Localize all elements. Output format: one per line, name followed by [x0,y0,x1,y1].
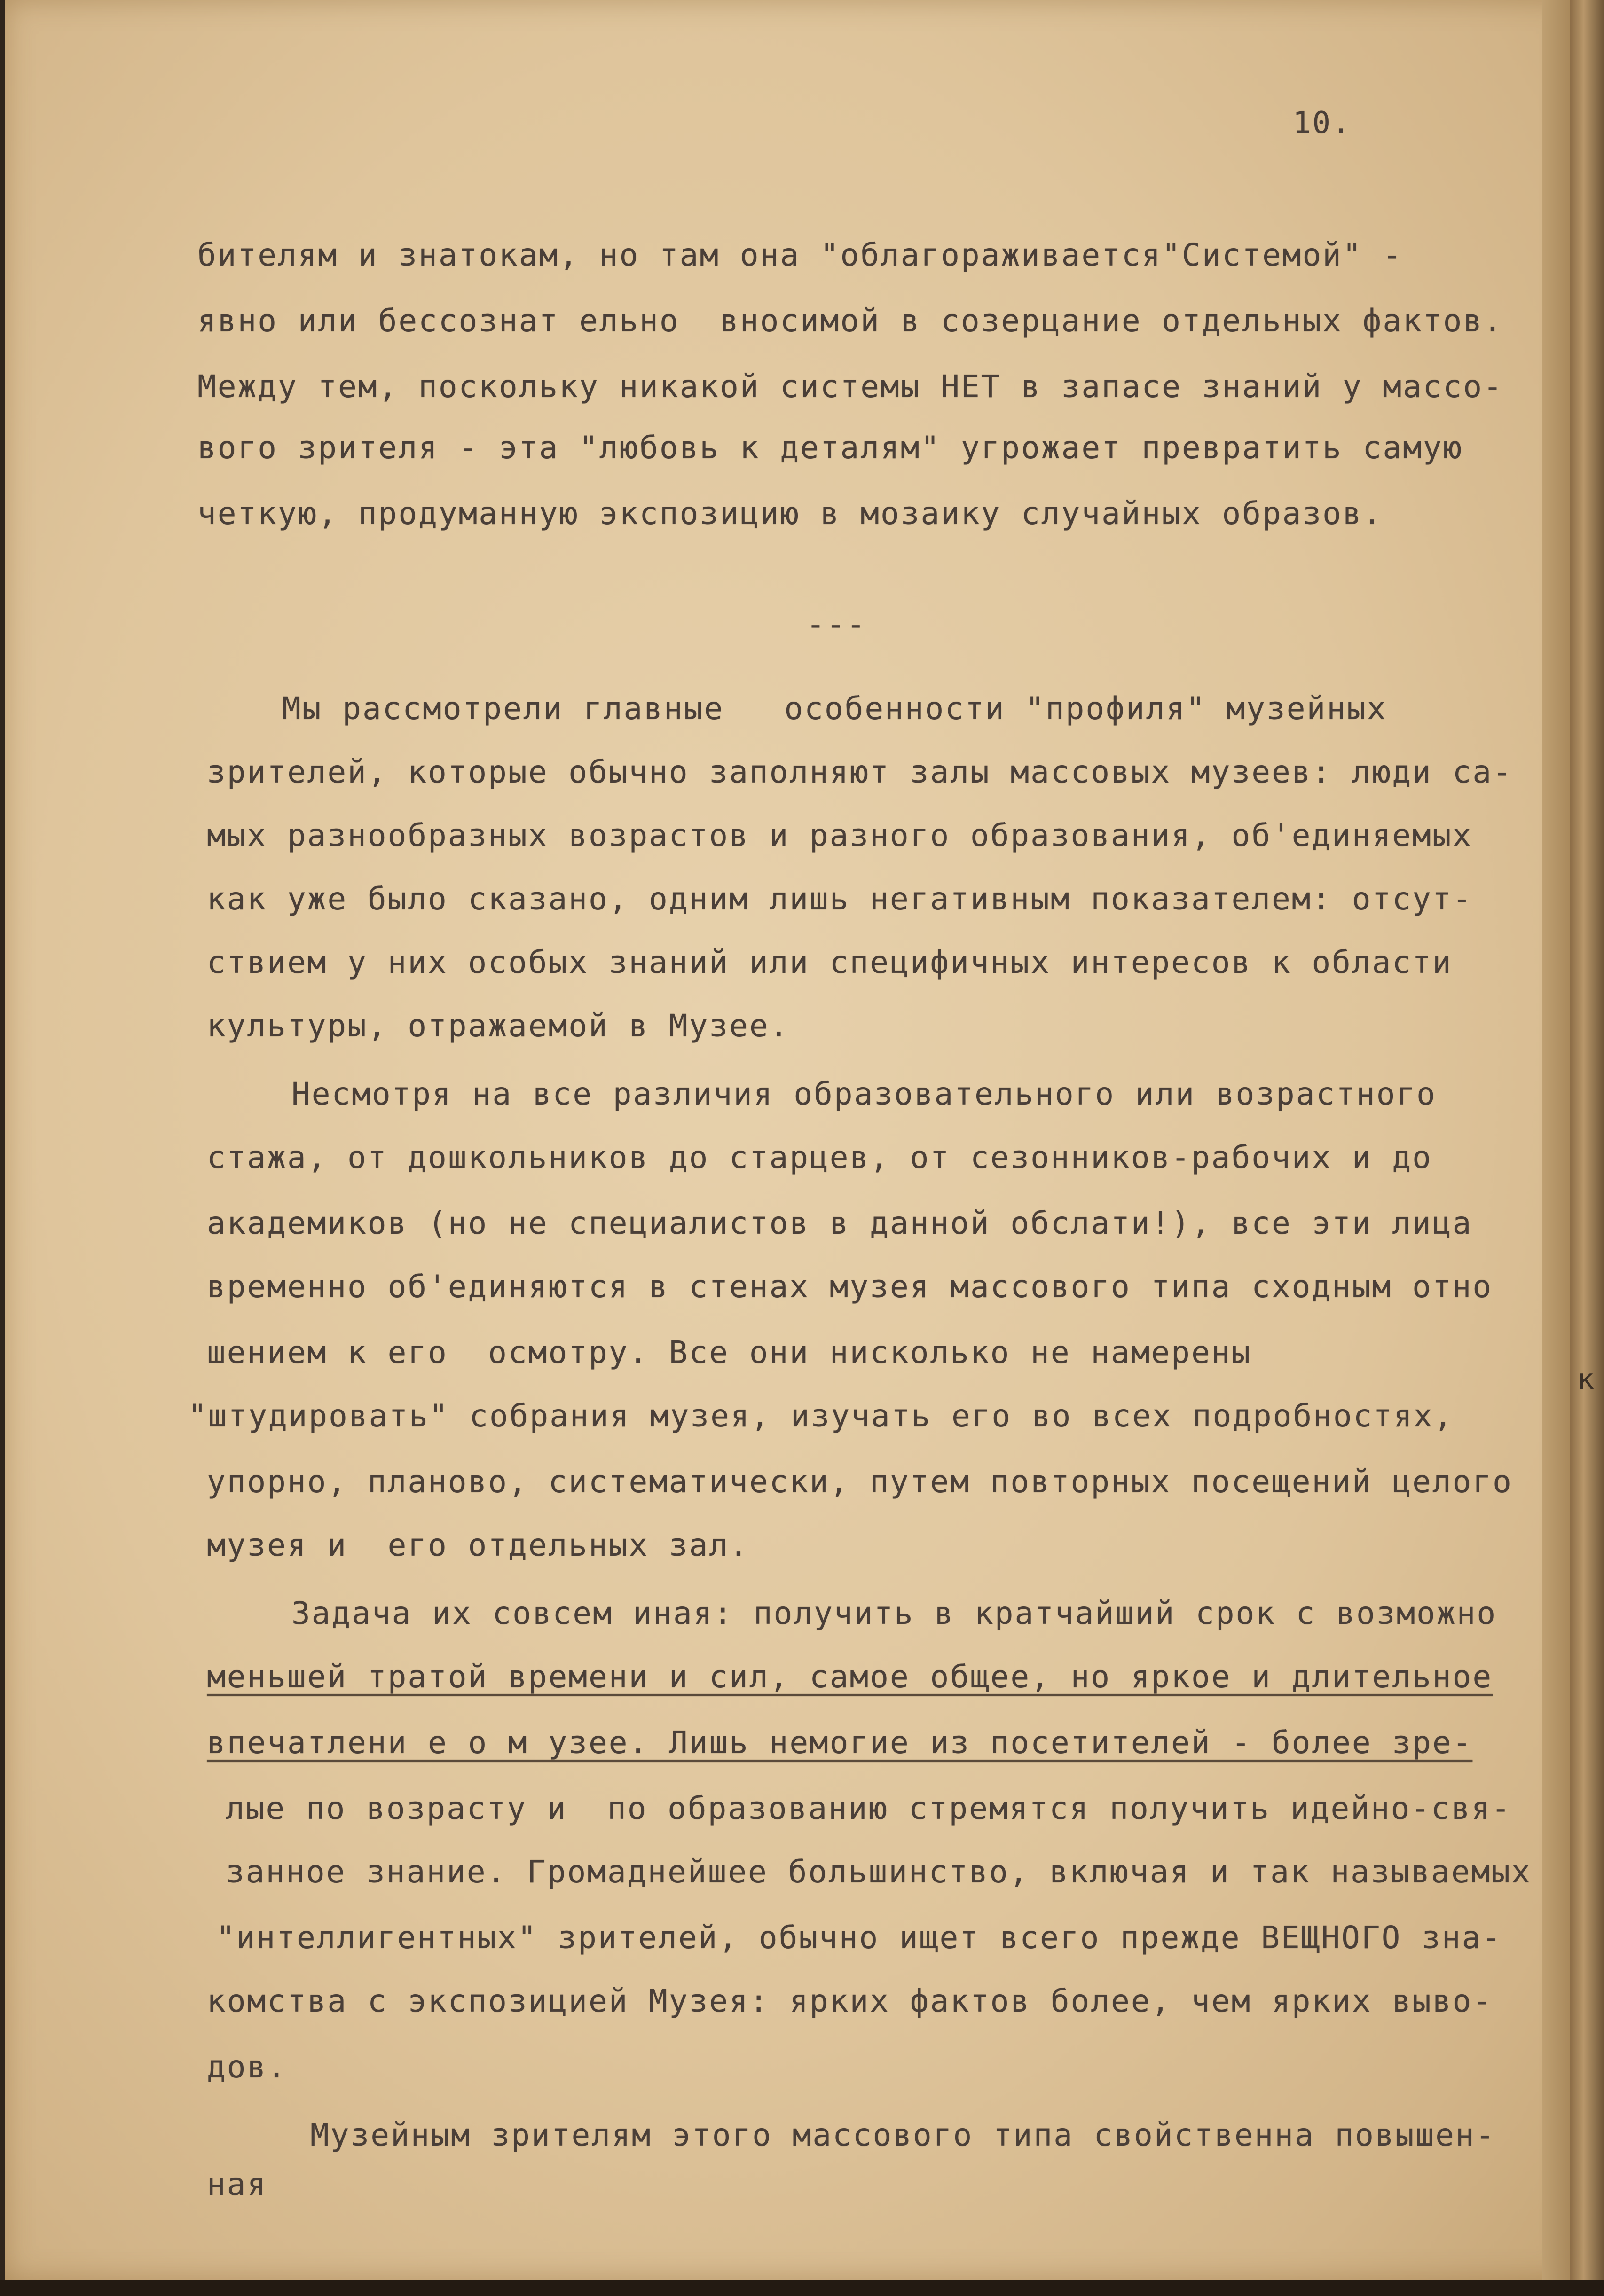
text-line: ная [207,2166,267,2202]
text-line: занное знание. Громаднейшее большинство, включая и так называемых [226,1854,1532,1890]
text-line: явно или бессознат ельно вносимой в созерцание отдельных фактов. [197,303,1503,339]
text-line-underlined: впечатлени е о м узее. Лишь немогие из посетителей - более зре- [207,1724,1473,1761]
section-separator: --- [806,606,867,643]
text-line: четкую, продуманную экспозицию в мозаику случайных образов. [197,495,1383,532]
text-line: лые по возрасту и по образованию стремятся получить идейно-свя- [226,1790,1512,1826]
scan-border [0,2280,1604,2296]
text-line: упорно, планово, систематически, путем повторных посещений целого [207,1464,1513,1500]
text-line: как уже было сказано, одним лишь негативным показателем: отсут- [207,881,1473,917]
text-line: Задача их совсем иная: получить в кратчайший срок с возможно [291,1595,1497,1631]
text-line: мых разнообразных возрастов и разного образования, об'единяемых [207,817,1473,854]
text-line: вого зрителя - эта "любовь к деталям" угрожает превратить самую [197,430,1463,466]
text-line: Несмотря на все различия образовательного или возрастного [291,1076,1437,1112]
text-line: ствием у них особых знаний или специфичных интересов к области [207,944,1453,980]
text-line: шением к его осмотру. Все они нисколько не намерены [207,1334,1252,1371]
text-line: стажа, от дошкольников до старцев, от сезонников-рабочих и до [207,1139,1432,1175]
text-line: академиков (но не специалистов в данной обслати!), все эти лица [207,1205,1473,1241]
text-line: "штудировать" собрания музея, изучать его во всех подробностях, [188,1398,1454,1434]
text-line: комства с экспозицией Музея: ярких фактов более, чем ярких выво- [207,1983,1493,2019]
page-stack-edge [1570,0,1604,2296]
page-number: 10. [1293,106,1352,141]
text-line: временно об'единяются в стенах музея массового типа сходным отно [207,1269,1493,1305]
text-line: Мы рассмотрели главные особенности "профиля" музейных [282,690,1387,727]
paper-edge [1542,0,1570,2280]
text-line: дов. [207,2049,287,2085]
text-line: бителям и знатокам, но там она "облагораживается"Системой" - [197,237,1403,273]
text-line: Музейным зрителям этого массового типа свойственна повышен- [310,2117,1496,2153]
text-line: Между тем, поскольку никакой системы НЕТ в запасе знаний у массо- [197,368,1503,405]
text-line: "интеллигентных" зрителей, обычно ищет всего прежде ВЕЩНОГО зна- [216,1920,1502,1956]
text-line: музея и его отдельных зал. [207,1527,749,1563]
text-line: культуры, отражаемой в Музее. [207,1008,790,1044]
margin-mark: к [1577,1363,1595,1396]
text-line: зрителей, которые обычно заполняют залы массовых музеев: люди са- [207,754,1513,790]
text-line-underlined: меньшей тратой времени и сил, самое общее, но яркое и длительное [207,1659,1493,1695]
